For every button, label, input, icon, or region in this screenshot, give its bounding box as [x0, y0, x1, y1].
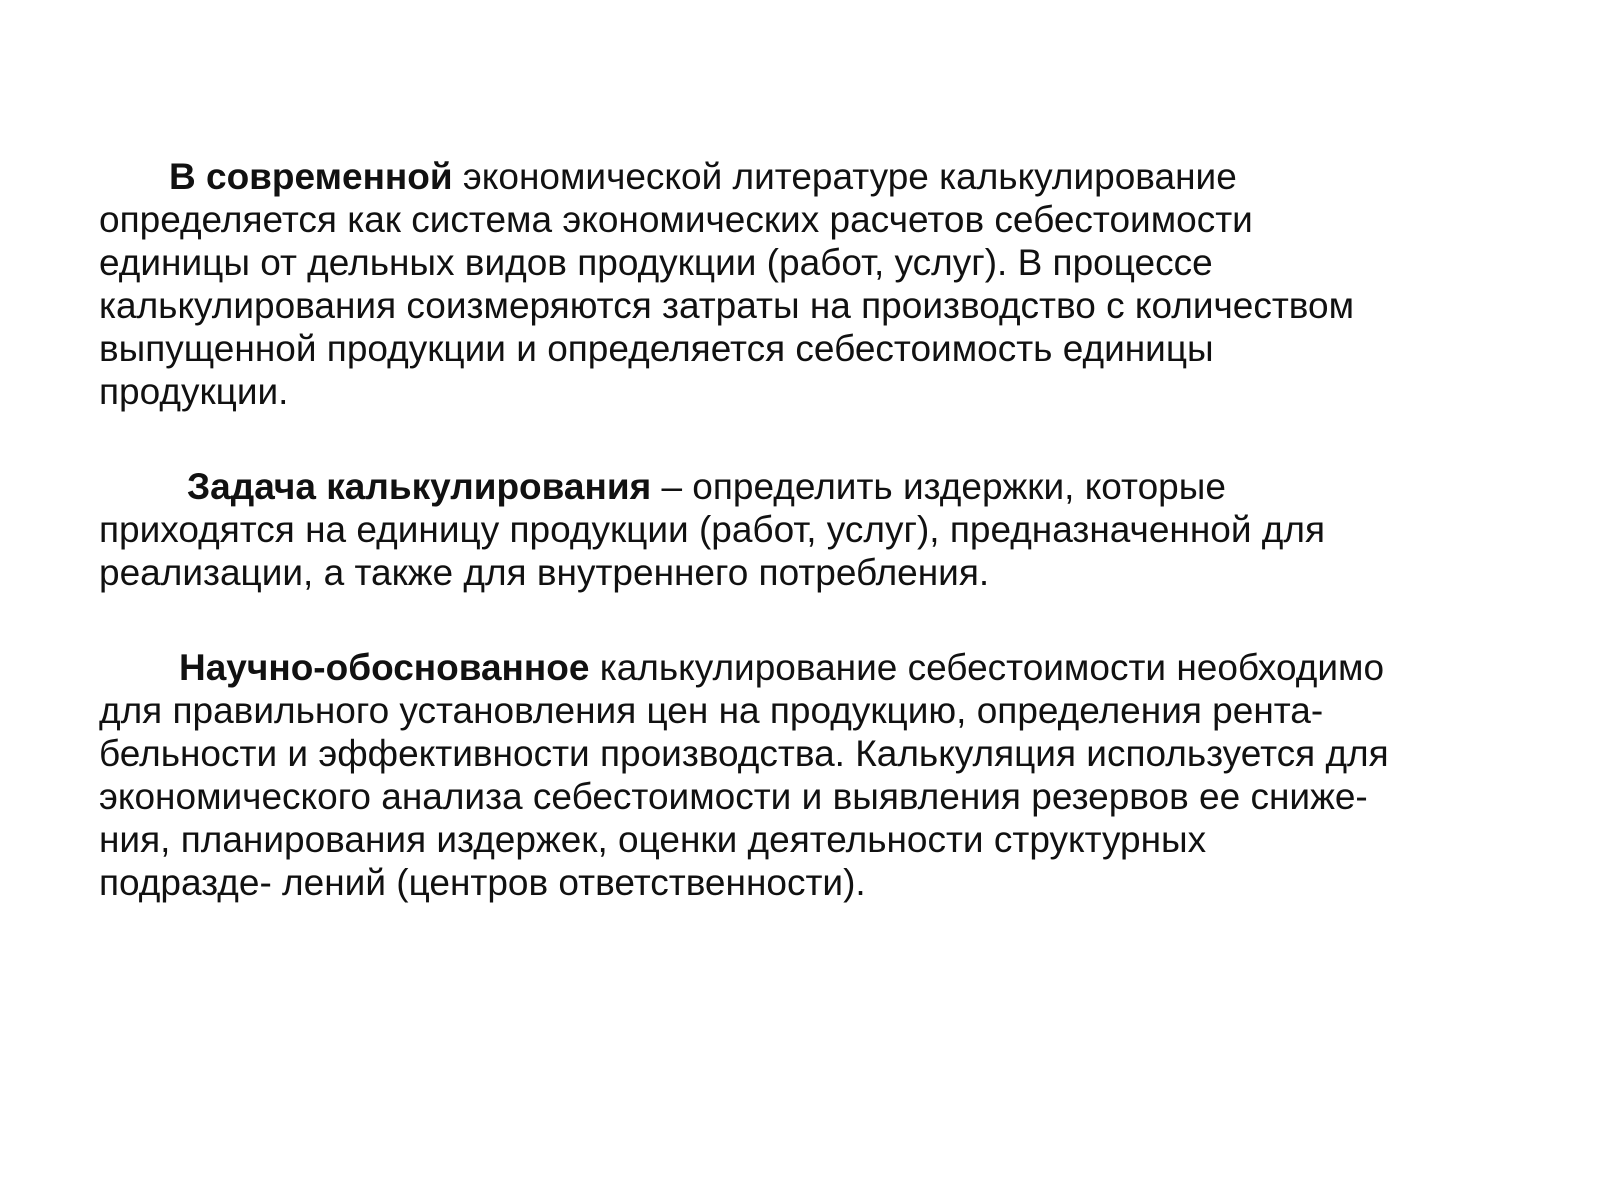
paragraph-2-bold-lead: Задача калькулирования: [187, 466, 652, 507]
slide-body-text: [99, 112, 1519, 956]
paragraph-3-bold-lead: Научно-обоснованное: [179, 647, 590, 688]
paragraph-3-text: калькулирование себестоимости необходимо для правильного установления цен на продукцию, определения рента- бельности и эффективности производства. Калькуляция используется для экономического анализа себестоимости и выявления резервов ее сниже- ния, планирования издержек, оценки деятельности структурных подразде- лений (центров ответственности).: [99, 647, 1389, 903]
paragraph-1: [99, 155, 1519, 413]
paragraph-2: [99, 465, 1519, 594]
paragraph-1-text: экономической литературе калькулирование определяется как система экономических расчетов себестоимости единицы от дельных видов продукции (работ, услуг). В процессе калькулирования соизмеряются затраты на производство с количеством выпущенной продукции и определяется себестоимость единицы продукции.: [99, 156, 1355, 412]
paragraph-3: [99, 646, 1519, 904]
paragraph-2-text: – определить издержки, которые приходятся на единицу продукции (работ, услуг), предназначенной для реализации, а также для внутреннего потребления.: [99, 466, 1326, 593]
paragraph-1-bold-lead: В современной: [169, 156, 453, 197]
